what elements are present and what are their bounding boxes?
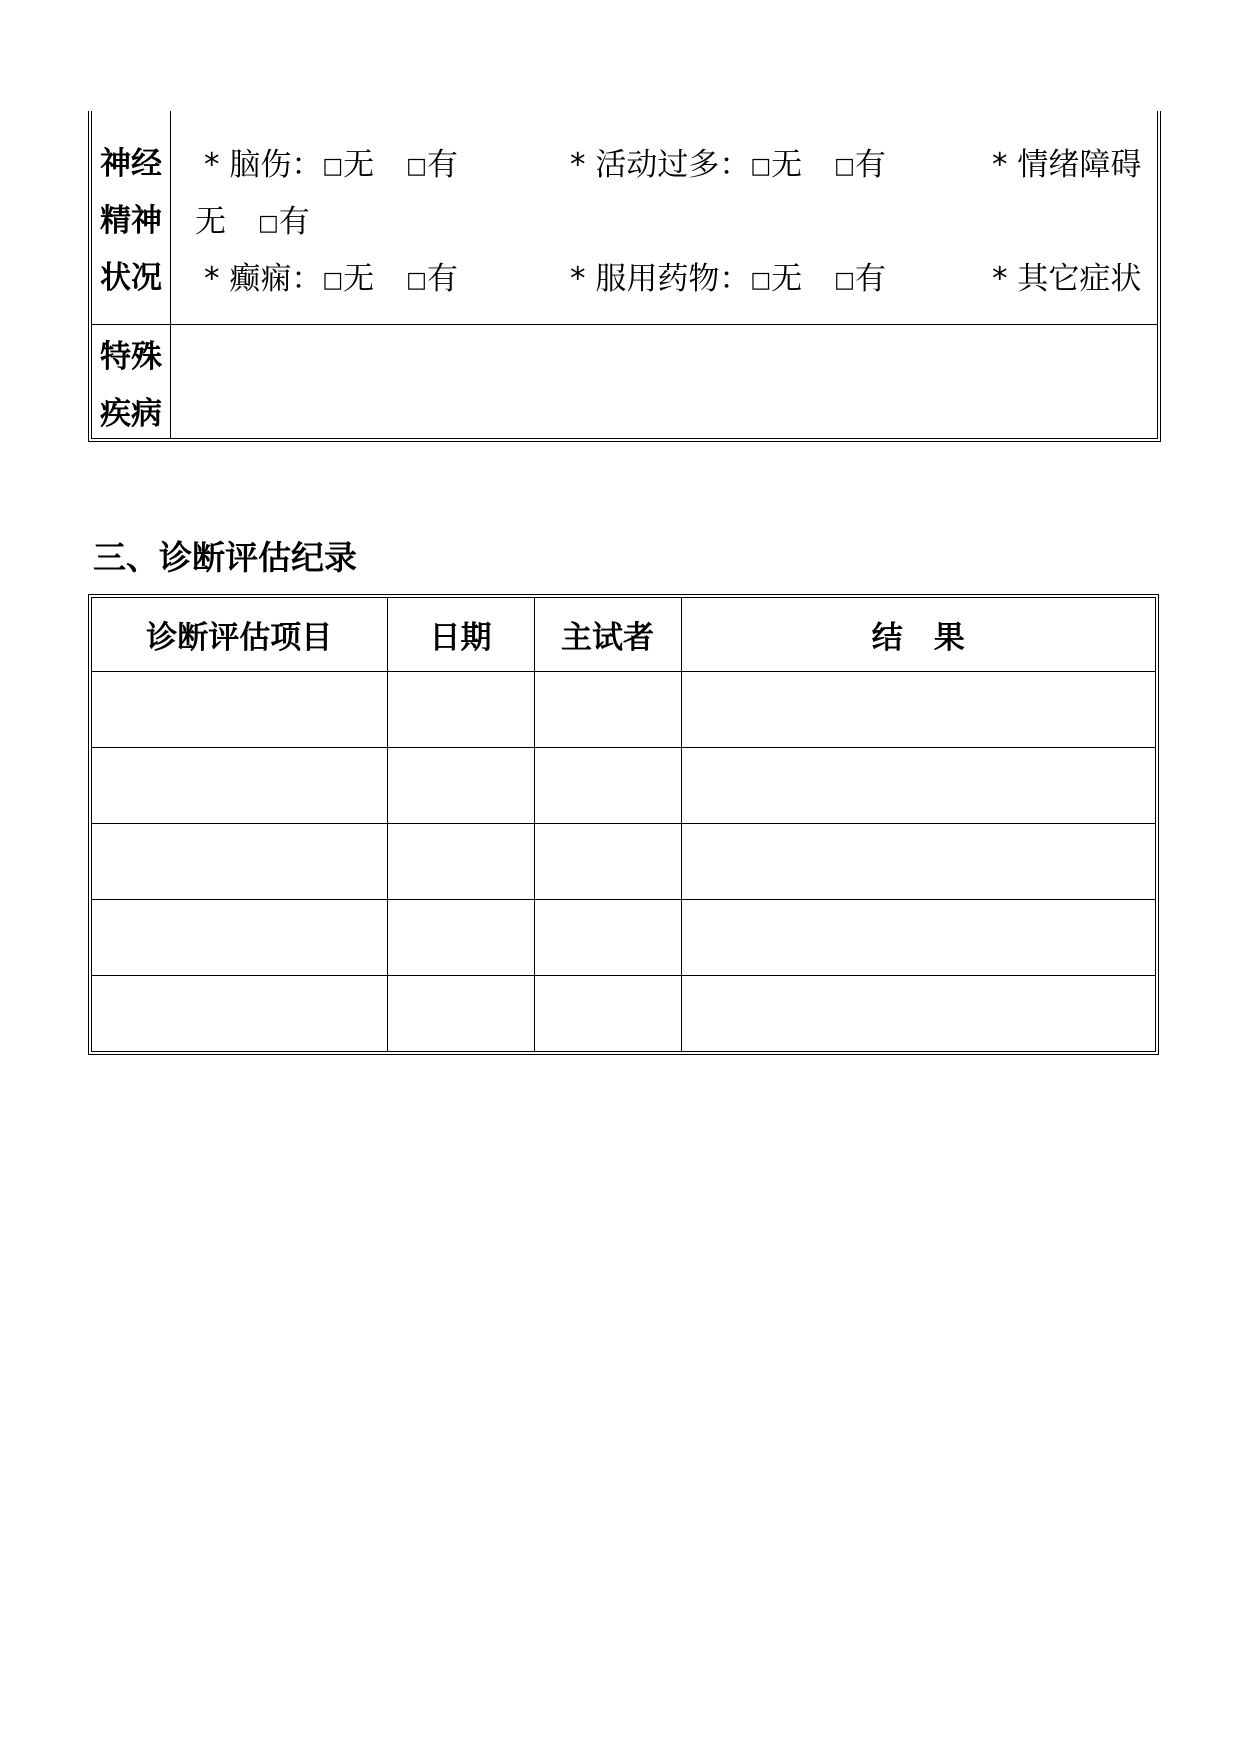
brain-injury-item: * 脑伤：□无 □有	[204, 147, 458, 183]
table-header-row	[92, 598, 1155, 672]
checkbox-yes[interactable]: □	[406, 268, 427, 293]
table-row	[92, 824, 1155, 900]
table-row	[92, 976, 1155, 1052]
table-row	[92, 748, 1155, 824]
cell-date[interactable]	[387, 976, 534, 1052]
checkbox-yes[interactable]: □	[406, 154, 427, 179]
table-row	[92, 672, 1155, 748]
checkbox-no[interactable]: □	[322, 154, 344, 179]
assessment-record-table	[88, 594, 1159, 1055]
section-title: 三、诊断评估纪录	[93, 538, 357, 577]
table-row	[92, 900, 1155, 976]
cell-result[interactable]	[681, 748, 1155, 824]
cell-date[interactable]	[387, 824, 534, 900]
cell-examiner[interactable]	[534, 824, 681, 900]
cell-result[interactable]	[681, 672, 1155, 748]
cell-examiner[interactable]	[534, 900, 681, 976]
cell-assessment-item[interactable]	[92, 900, 387, 976]
cell-result[interactable]	[681, 976, 1155, 1052]
checkbox-no[interactable]: □	[750, 154, 772, 179]
cell-assessment-item[interactable]	[92, 748, 387, 824]
epilepsy-item: * 癫痫：□无 □有	[204, 261, 458, 297]
cell-date[interactable]	[387, 748, 534, 824]
medication-item: * 服用药物：□无 □有	[570, 261, 886, 297]
header-result: 结 果	[681, 598, 1155, 672]
cell-assessment-item[interactable]	[92, 672, 387, 748]
special-disease-label: 特殊 疾病	[100, 339, 162, 432]
hyperactivity-item: * 活动过多：□无 □有	[570, 147, 886, 183]
checkbox-yes[interactable]: □	[834, 154, 855, 179]
emotional-disorder-options: 无 □有	[195, 204, 310, 240]
cell-result[interactable]	[681, 824, 1155, 900]
checkbox-no[interactable]: □	[750, 268, 772, 293]
neuro-mental-table	[88, 111, 1161, 442]
neuro-mental-label: 神经 精神 状况	[100, 146, 162, 296]
cell-date[interactable]	[387, 672, 534, 748]
checkbox-yes[interactable]: □	[834, 268, 855, 293]
checkbox-no[interactable]: □	[322, 268, 344, 293]
other-symptoms-item: * 其它症状	[992, 261, 1142, 297]
cell-examiner[interactable]	[534, 748, 681, 824]
cell-examiner[interactable]	[534, 672, 681, 748]
cell-result[interactable]	[681, 900, 1155, 976]
emotional-disorder-item: * 情绪障碍	[992, 147, 1142, 183]
cell-assessment-item[interactable]	[92, 824, 387, 900]
cell-date[interactable]	[387, 900, 534, 976]
cell-assessment-item[interactable]	[92, 976, 387, 1052]
header-date: 日期	[387, 598, 534, 672]
cell-examiner[interactable]	[534, 976, 681, 1052]
header-examiner: 主试者	[534, 598, 681, 672]
special-disease-field[interactable]	[171, 325, 1157, 438]
checkbox-yes[interactable]: □	[258, 211, 279, 236]
header-assessment-item: 诊断评估项目	[92, 598, 387, 672]
